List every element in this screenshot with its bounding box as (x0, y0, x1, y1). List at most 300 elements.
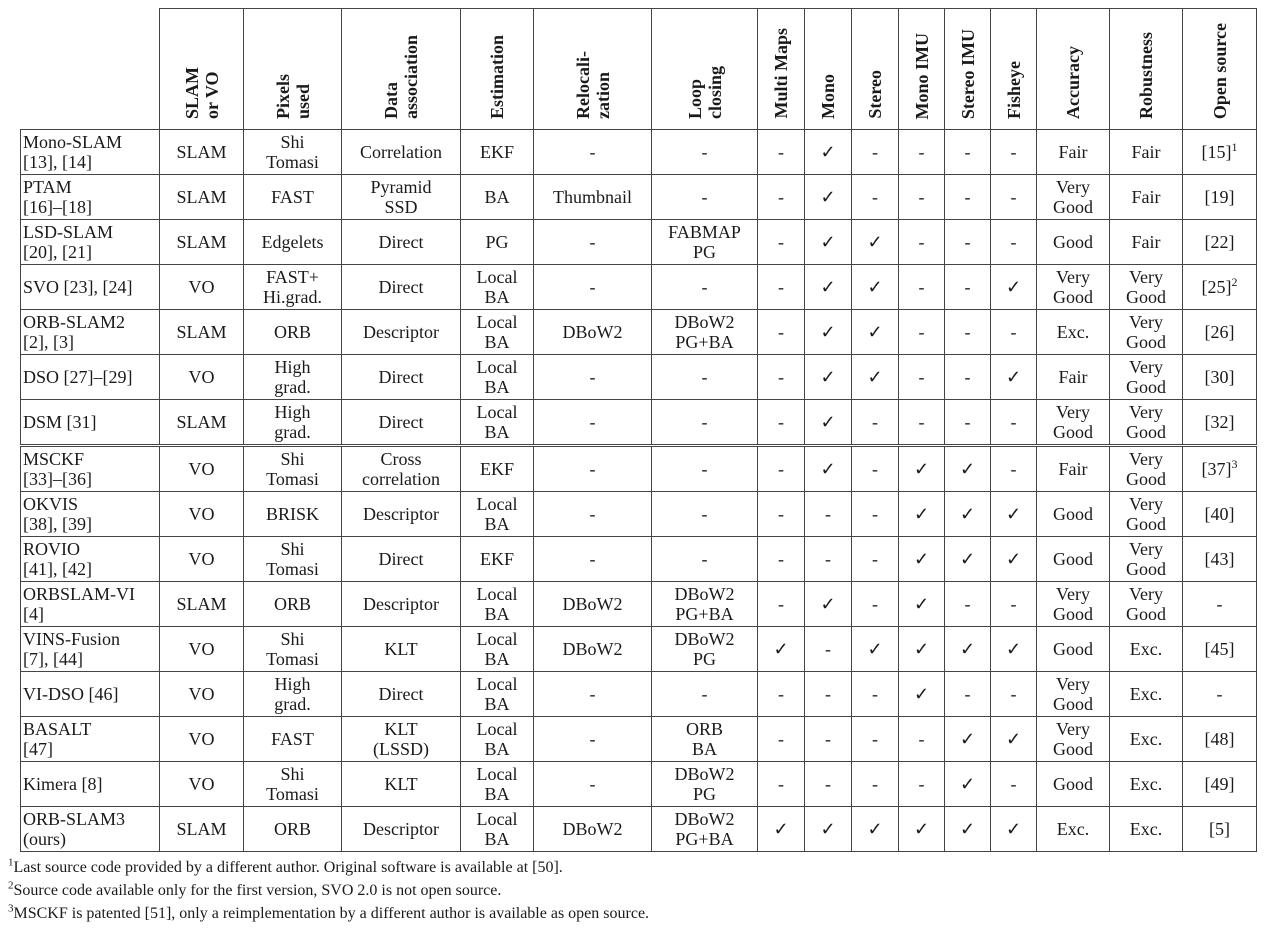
accuracy-cell: Good (1037, 537, 1110, 582)
mono-cell: ✓ (805, 446, 852, 492)
header-loop-closing: Loop closing (652, 9, 758, 130)
fisheye-cell: - (991, 400, 1037, 446)
multi-maps-cell: - (758, 130, 805, 175)
estimation-cell: Local BA (461, 582, 534, 627)
estimation-cell: EKF (461, 446, 534, 492)
open-source-cell (1183, 582, 1257, 627)
method-cell: VI-DSO [46] (21, 672, 160, 717)
fisheye-cell: ✓ (991, 355, 1037, 400)
open-source-ref: [48] (1204, 729, 1235, 749)
pixels-used-cell: ORB (244, 310, 342, 355)
stereo-imu-cell: ✓ (945, 492, 991, 537)
stereo-imu-cell: - (945, 400, 991, 446)
data-association-cell: Descriptor (342, 807, 461, 852)
data-association-cell: Pyramid SSD (342, 175, 461, 220)
data-association-cell: Direct (342, 265, 461, 310)
stereo-cell: ✓ (852, 627, 899, 672)
open-source-cell (1183, 355, 1257, 400)
method-cell: MSCKF [33]–[36] (21, 446, 160, 492)
stereo-imu-cell: ✓ (945, 807, 991, 852)
pixels-used-cell: ORB (244, 582, 342, 627)
loop-closing-cell: - (652, 130, 758, 175)
mono-cell: ✓ (805, 310, 852, 355)
mono-imu-cell: ✓ (899, 446, 945, 492)
relocalization-cell: - (534, 446, 652, 492)
fisheye-cell: ✓ (991, 807, 1037, 852)
footnote-marker: 1 (1231, 140, 1238, 154)
data-association-cell: Direct (342, 537, 461, 582)
pixels-used-cell: BRISK (244, 492, 342, 537)
mono-imu-cell: ✓ (899, 492, 945, 537)
estimation-cell: Local BA (461, 807, 534, 852)
stereo-imu-cell: ✓ (945, 446, 991, 492)
slam-or-vo-cell: SLAM (160, 220, 244, 265)
footnote (8, 879, 649, 902)
slam-or-vo-cell: VO (160, 265, 244, 310)
open-source-ref: [43] (1204, 549, 1235, 569)
estimation-cell: PG (461, 220, 534, 265)
pixels-used-cell: High grad. (244, 355, 342, 400)
relocalization-cell: - (534, 492, 652, 537)
loop-closing-cell: FABMAP PG (652, 220, 758, 265)
open-source-cell (1183, 446, 1257, 492)
mono-imu-cell: - (899, 400, 945, 446)
fisheye-cell: ✓ (991, 627, 1037, 672)
footnotes (8, 856, 649, 925)
data-association-cell: KLT (342, 627, 461, 672)
fisheye-cell: ✓ (991, 537, 1037, 582)
footnote-marker: 3 (1231, 457, 1238, 471)
header-relocalization: Relocali- zation (534, 9, 652, 130)
table-row (21, 672, 1257, 717)
accuracy-cell: Good (1037, 220, 1110, 265)
robustness-cell: Exc. (1110, 627, 1183, 672)
open-source-cell (1183, 537, 1257, 582)
robustness-cell: Exc. (1110, 717, 1183, 762)
slam-or-vo-cell: SLAM (160, 175, 244, 220)
relocalization-cell: - (534, 672, 652, 717)
stereo-imu-cell: ✓ (945, 537, 991, 582)
fisheye-cell: - (991, 762, 1037, 807)
multi-maps-cell: - (758, 537, 805, 582)
mono-cell: - (805, 672, 852, 717)
open-source-cell (1183, 175, 1257, 220)
footnote-number: 3 (8, 902, 14, 915)
fisheye-cell: - (991, 582, 1037, 627)
open-source-ref: - (1216, 594, 1223, 614)
stereo-cell: - (852, 762, 899, 807)
accuracy-cell: Good (1037, 492, 1110, 537)
pixels-used-cell: High grad. (244, 400, 342, 446)
table-row (21, 130, 1257, 175)
relocalization-cell: - (534, 537, 652, 582)
loop-closing-cell: DBoW2 PG+BA (652, 310, 758, 355)
header-estimation: Estimation (461, 9, 534, 130)
open-source-cell (1183, 717, 1257, 762)
mono-imu-cell: ✓ (899, 672, 945, 717)
open-source-ref: [26] (1204, 322, 1235, 342)
loop-closing-cell: - (652, 537, 758, 582)
header-corner (21, 9, 160, 130)
mono-imu-cell: - (899, 355, 945, 400)
accuracy-cell: Exc. (1037, 807, 1110, 852)
data-association-cell: KLT (342, 762, 461, 807)
fisheye-cell: ✓ (991, 265, 1037, 310)
footnote-text: Last source code provided by a different author. Original software is available at [50]. (13, 859, 563, 876)
footnote-number: 1 (8, 856, 14, 869)
mono-cell: ✓ (805, 807, 852, 852)
loop-closing-cell: - (652, 672, 758, 717)
data-association-cell: Direct (342, 220, 461, 265)
pixels-used-cell: Shi Tomasi (244, 130, 342, 175)
multi-maps-cell: ✓ (758, 807, 805, 852)
multi-maps-cell: ✓ (758, 627, 805, 672)
relocalization-cell: DBoW2 (534, 807, 652, 852)
robustness-cell: Very Good (1110, 446, 1183, 492)
slam-or-vo-cell: SLAM (160, 310, 244, 355)
relocalization-cell: Thumbnail (534, 175, 652, 220)
mono-cell: - (805, 762, 852, 807)
stereo-imu-cell: - (945, 310, 991, 355)
loop-closing-cell: - (652, 400, 758, 446)
slam-or-vo-cell: VO (160, 537, 244, 582)
mono-imu-cell: - (899, 220, 945, 265)
multi-maps-cell: - (758, 220, 805, 265)
open-source-ref: [30] (1204, 367, 1235, 387)
relocalization-cell: - (534, 762, 652, 807)
accuracy-cell: Very Good (1037, 175, 1110, 220)
table-row (21, 310, 1257, 355)
estimation-cell: BA (461, 175, 534, 220)
open-source-ref: [22] (1204, 232, 1235, 252)
stereo-cell: - (852, 446, 899, 492)
mono-cell: ✓ (805, 265, 852, 310)
footnote-marker: 2 (1231, 275, 1238, 289)
open-source-cell (1183, 627, 1257, 672)
method-cell: OKVIS [38], [39] (21, 492, 160, 537)
slam-or-vo-cell: VO (160, 717, 244, 762)
pixels-used-cell: FAST (244, 717, 342, 762)
estimation-cell: Local BA (461, 492, 534, 537)
header-multi-maps: Multi Maps (758, 9, 805, 130)
mono-cell: ✓ (805, 175, 852, 220)
header-accuracy: Accuracy (1037, 9, 1110, 130)
robustness-cell: Fair (1110, 175, 1183, 220)
open-source-cell (1183, 400, 1257, 446)
slam-or-vo-cell: VO (160, 446, 244, 492)
footnote-text: MSCKF is patented [51], only a reimplementation by a different author is available as open source. (13, 905, 650, 922)
data-association-cell: Correlation (342, 130, 461, 175)
mono-cell: - (805, 627, 852, 672)
mono-imu-cell: ✓ (899, 582, 945, 627)
estimation-cell: Local BA (461, 717, 534, 762)
header-mono: Mono (805, 9, 852, 130)
multi-maps-cell: - (758, 446, 805, 492)
stereo-imu-cell: - (945, 672, 991, 717)
estimation-cell: Local BA (461, 265, 534, 310)
stereo-imu-cell: - (945, 130, 991, 175)
open-source-ref: [37] (1201, 459, 1232, 479)
accuracy-cell: Very Good (1037, 265, 1110, 310)
header-fisheye: Fisheye (991, 9, 1037, 130)
relocalization-cell: DBoW2 (534, 627, 652, 672)
stereo-imu-cell: - (945, 355, 991, 400)
mono-imu-cell: ✓ (899, 807, 945, 852)
loop-closing-cell: - (652, 265, 758, 310)
open-source-ref: - (1216, 684, 1223, 704)
robustness-cell: Exc. (1110, 807, 1183, 852)
estimation-cell: Local BA (461, 762, 534, 807)
slam-or-vo-cell: SLAM (160, 582, 244, 627)
table-row (21, 582, 1257, 627)
stereo-cell: ✓ (852, 355, 899, 400)
header-data-association: Data association (342, 9, 461, 130)
pixels-used-cell: ORB (244, 807, 342, 852)
table-row (21, 265, 1257, 310)
method-cell: LSD-SLAM [20], [21] (21, 220, 160, 265)
fisheye-cell: ✓ (991, 717, 1037, 762)
stereo-cell: ✓ (852, 265, 899, 310)
open-source-ref: [40] (1204, 504, 1235, 524)
pixels-used-cell: Shi Tomasi (244, 627, 342, 672)
mono-cell: ✓ (805, 355, 852, 400)
relocalization-cell: - (534, 130, 652, 175)
robustness-cell: Very Good (1110, 355, 1183, 400)
mono-imu-cell: - (899, 310, 945, 355)
multi-maps-cell: - (758, 492, 805, 537)
robustness-cell: Very Good (1110, 582, 1183, 627)
multi-maps-cell: - (758, 762, 805, 807)
accuracy-cell: Very Good (1037, 582, 1110, 627)
multi-maps-cell: - (758, 175, 805, 220)
loop-closing-cell: DBoW2 PG (652, 627, 758, 672)
method-cell: Mono-SLAM [13], [14] (21, 130, 160, 175)
data-association-cell: KLT (LSSD) (342, 717, 461, 762)
header-open-source: Open source (1183, 9, 1257, 130)
mono-cell: ✓ (805, 130, 852, 175)
pixels-used-cell: Shi Tomasi (244, 446, 342, 492)
mono-imu-cell: - (899, 175, 945, 220)
stereo-cell: - (852, 492, 899, 537)
slam-or-vo-cell: VO (160, 355, 244, 400)
loop-closing-cell: ORB BA (652, 717, 758, 762)
open-source-cell (1183, 492, 1257, 537)
multi-maps-cell: - (758, 265, 805, 310)
robustness-cell: Exc. (1110, 762, 1183, 807)
fisheye-cell: - (991, 310, 1037, 355)
stereo-imu-cell: - (945, 265, 991, 310)
loop-closing-cell: - (652, 175, 758, 220)
accuracy-cell: Fair (1037, 130, 1110, 175)
stereo-cell: - (852, 400, 899, 446)
slam-or-vo-cell: VO (160, 672, 244, 717)
stereo-cell: - (852, 130, 899, 175)
header-mono-imu: Mono IMU (899, 9, 945, 130)
robustness-cell: Exc. (1110, 672, 1183, 717)
table-body (21, 130, 1257, 852)
method-cell: ROVIO [41], [42] (21, 537, 160, 582)
slam-or-vo-cell: SLAM (160, 130, 244, 175)
open-source-cell (1183, 807, 1257, 852)
estimation-cell: Local BA (461, 400, 534, 446)
loop-closing-cell: - (652, 492, 758, 537)
method-cell: PTAM [16]–[18] (21, 175, 160, 220)
fisheye-cell: - (991, 130, 1037, 175)
fisheye-cell: - (991, 175, 1037, 220)
open-source-ref: [45] (1204, 639, 1235, 659)
method-cell: ORBSLAM-VI [4] (21, 582, 160, 627)
loop-closing-cell: DBoW2 PG+BA (652, 807, 758, 852)
robustness-cell: Very Good (1110, 310, 1183, 355)
data-association-cell: Direct (342, 355, 461, 400)
accuracy-cell: Exc. (1037, 310, 1110, 355)
mono-cell: - (805, 492, 852, 537)
header-row (21, 9, 1257, 130)
mono-imu-cell: - (899, 265, 945, 310)
table-row (21, 400, 1257, 446)
pixels-used-cell: FAST (244, 175, 342, 220)
table-row (21, 175, 1257, 220)
method-cell: DSM [31] (21, 400, 160, 446)
table-row (21, 627, 1257, 672)
open-source-cell (1183, 672, 1257, 717)
header-stereo: Stereo (852, 9, 899, 130)
multi-maps-cell: - (758, 355, 805, 400)
table-row (21, 355, 1257, 400)
mono-cell: - (805, 717, 852, 762)
table-row (21, 537, 1257, 582)
accuracy-cell: Very Good (1037, 672, 1110, 717)
slam-or-vo-cell: VO (160, 627, 244, 672)
stereo-cell: - (852, 537, 899, 582)
open-source-cell (1183, 762, 1257, 807)
open-source-ref: [32] (1204, 412, 1235, 432)
stereo-imu-cell: - (945, 582, 991, 627)
footnote-number: 2 (8, 879, 14, 892)
robustness-cell: Very Good (1110, 400, 1183, 446)
loop-closing-cell: - (652, 355, 758, 400)
stereo-cell: - (852, 175, 899, 220)
open-source-ref: [49] (1204, 774, 1235, 794)
data-association-cell: Direct (342, 400, 461, 446)
table-row (21, 807, 1257, 852)
pixels-used-cell: High grad. (244, 672, 342, 717)
table-row (21, 446, 1257, 492)
multi-maps-cell: - (758, 400, 805, 446)
method-cell: ORB-SLAM2 [2], [3] (21, 310, 160, 355)
mono-imu-cell: - (899, 717, 945, 762)
estimation-cell: Local BA (461, 672, 534, 717)
stereo-imu-cell: - (945, 220, 991, 265)
method-cell: ORB-SLAM3 (ours) (21, 807, 160, 852)
accuracy-cell: Very Good (1037, 400, 1110, 446)
footnote (8, 902, 649, 925)
header-pixels-used: Pixels used (244, 9, 342, 130)
robustness-cell: Fair (1110, 130, 1183, 175)
relocalization-cell: - (534, 717, 652, 762)
slam-or-vo-cell: SLAM (160, 400, 244, 446)
table-row (21, 762, 1257, 807)
estimation-cell: EKF (461, 130, 534, 175)
data-association-cell: Descriptor (342, 582, 461, 627)
mono-imu-cell: ✓ (899, 537, 945, 582)
stereo-imu-cell: ✓ (945, 717, 991, 762)
estimation-cell: Local BA (461, 310, 534, 355)
stereo-cell: - (852, 582, 899, 627)
multi-maps-cell: - (758, 310, 805, 355)
open-source-cell (1183, 265, 1257, 310)
accuracy-cell: Fair (1037, 446, 1110, 492)
method-cell: Kimera [8] (21, 762, 160, 807)
header-slam-or-vo: SLAM or VO (160, 9, 244, 130)
mono-cell: ✓ (805, 220, 852, 265)
data-association-cell: Descriptor (342, 310, 461, 355)
multi-maps-cell: - (758, 672, 805, 717)
estimation-cell: Local BA (461, 627, 534, 672)
data-association-cell: Direct (342, 672, 461, 717)
header-stereo-imu: Stereo IMU (945, 9, 991, 130)
footnote (8, 856, 649, 879)
accuracy-cell: Good (1037, 627, 1110, 672)
open-source-ref: [19] (1204, 187, 1235, 207)
data-association-cell: Descriptor (342, 492, 461, 537)
footnote-text: Source code available only for the first version, SVO 2.0 is not open source. (13, 882, 502, 899)
data-association-cell: Cross correlation (342, 446, 461, 492)
relocalization-cell: - (534, 265, 652, 310)
pixels-used-cell: FAST+ Hi.grad. (244, 265, 342, 310)
stereo-cell: - (852, 717, 899, 762)
fisheye-cell: - (991, 220, 1037, 265)
robustness-cell: Very Good (1110, 492, 1183, 537)
pixels-used-cell: Shi Tomasi (244, 762, 342, 807)
accuracy-cell: Fair (1037, 355, 1110, 400)
multi-maps-cell: - (758, 582, 805, 627)
method-cell: BASALT [47] (21, 717, 160, 762)
pixels-used-cell: Edgelets (244, 220, 342, 265)
loop-closing-cell: DBoW2 PG+BA (652, 582, 758, 627)
loop-closing-cell: - (652, 446, 758, 492)
header-robustness: Robustness (1110, 9, 1183, 130)
fisheye-cell: - (991, 672, 1037, 717)
stereo-cell: ✓ (852, 807, 899, 852)
mono-imu-cell: - (899, 762, 945, 807)
relocalization-cell: - (534, 400, 652, 446)
fisheye-cell: - (991, 446, 1037, 492)
mono-cell: - (805, 537, 852, 582)
slam-or-vo-cell: VO (160, 762, 244, 807)
stereo-cell: ✓ (852, 310, 899, 355)
open-source-ref: [5] (1209, 819, 1230, 839)
open-source-ref: [25] (1201, 277, 1232, 297)
method-cell: DSO [27]–[29] (21, 355, 160, 400)
mono-cell: ✓ (805, 582, 852, 627)
open-source-cell (1183, 220, 1257, 265)
comparison-table (20, 8, 1257, 852)
slam-or-vo-cell: SLAM (160, 807, 244, 852)
relocalization-cell: DBoW2 (534, 582, 652, 627)
loop-closing-cell: DBoW2 PG (652, 762, 758, 807)
table-row (21, 492, 1257, 537)
relocalization-cell: - (534, 355, 652, 400)
stereo-cell: ✓ (852, 220, 899, 265)
table-row (21, 717, 1257, 762)
method-cell: SVO [23], [24] (21, 265, 160, 310)
pixels-used-cell: Shi Tomasi (244, 537, 342, 582)
stereo-cell: - (852, 672, 899, 717)
estimation-cell: Local BA (461, 355, 534, 400)
robustness-cell: Fair (1110, 220, 1183, 265)
mono-cell: ✓ (805, 400, 852, 446)
